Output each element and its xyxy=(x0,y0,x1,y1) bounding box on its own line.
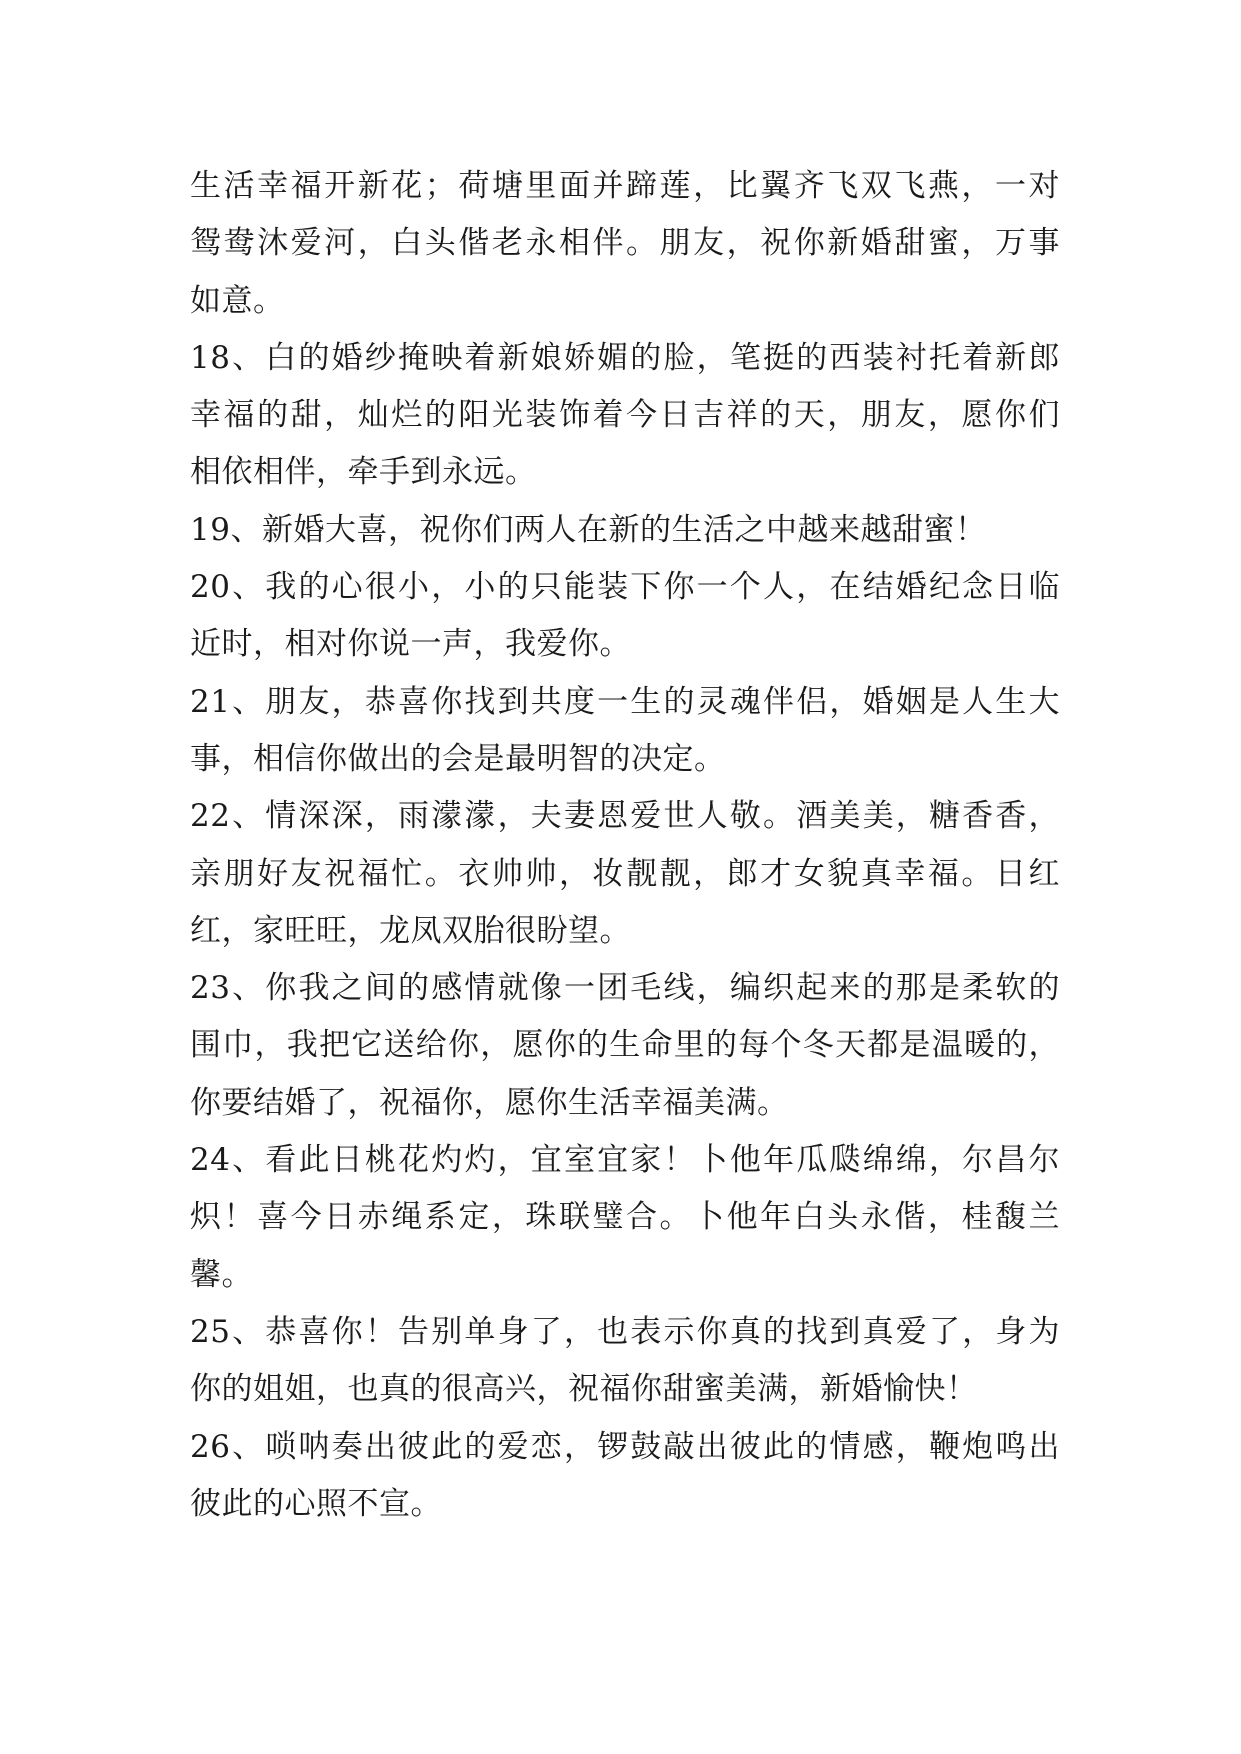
text-line: 红，家旺旺，龙凤双胎很盼望。 xyxy=(190,912,631,949)
text-line: 23、你我之间的感情就像一团毛线，编织起来的那是柔软的 xyxy=(190,970,1060,1007)
text-line: 近时，相对你说一声，我爱你。 xyxy=(190,626,631,663)
text-line: 炽！喜今日赤绳系定，珠联璧合。卜他年白头永偕，桂馥兰 xyxy=(190,1199,1060,1236)
text-line: 幸福的甜，灿烂的阳光装饰着今日吉祥的天，朋友，愿你们 xyxy=(190,397,1060,434)
text-line: 事，相信你做出的会是最明智的决定。 xyxy=(190,740,726,777)
text-line: 22、情深深，雨濛濛，夫妻恩爱世人敬。酒美美，糖香香， xyxy=(190,798,1060,835)
text-line: 25、恭喜你！告别单身了，也表示你真的找到真爱了，身为 xyxy=(190,1313,1060,1350)
text-line: 彼此的心照不宣。 xyxy=(190,1485,442,1522)
text-line: 鸳鸯沐爱河，白头偕老永相伴。朋友，祝你新婚甜蜜，万事 xyxy=(190,225,1060,262)
text-line: 亲朋好友祝福忙。衣帅帅，妆靓靓，郎才女貌真幸福。日红 xyxy=(190,855,1060,892)
text-line: 如意。 xyxy=(190,282,285,319)
text-line: 26、唢呐奏出彼此的爱恋，锣鼓敲出彼此的情感，鞭炮鸣出 xyxy=(190,1428,1060,1465)
text-line: 相依相伴，牵手到永远。 xyxy=(190,454,537,491)
text-line: 18、白的婚纱掩映着新娘娇媚的脸，笔挺的西装衬托着新郎 xyxy=(190,339,1060,376)
text-line: 你要结婚了，祝福你，愿你生活幸福美满。 xyxy=(190,1084,789,1121)
text-line: 19、新婚大喜，祝你们两人在新的生活之中越来越甜蜜！ xyxy=(190,511,987,548)
text-line: 生活幸福开新花；荷塘里面并蹄莲，比翼齐飞双飞燕，一对 xyxy=(190,168,1060,204)
text-line: 你的姐姐，也真的很高兴，祝福你甜蜜美满，新婚愉快！ xyxy=(190,1371,978,1408)
text-line: 24、看此日桃花灼灼，宜室宜家！卜他年瓜瓞绵绵，尔昌尔 xyxy=(190,1142,1060,1179)
document-body xyxy=(190,158,1060,1533)
text-line: 20、我的心很小，小的只能装下你一个人，在结婚纪念日临 xyxy=(190,569,1060,606)
text-line: 围巾，我把它送给你，愿你的生命里的每个冬天都是温暖的， xyxy=(190,1027,1060,1064)
text-line: 21、朋友，恭喜你找到共度一生的灵魂伴侣，婚姻是人生大 xyxy=(190,683,1060,720)
text-line: 馨。 xyxy=(190,1256,253,1293)
